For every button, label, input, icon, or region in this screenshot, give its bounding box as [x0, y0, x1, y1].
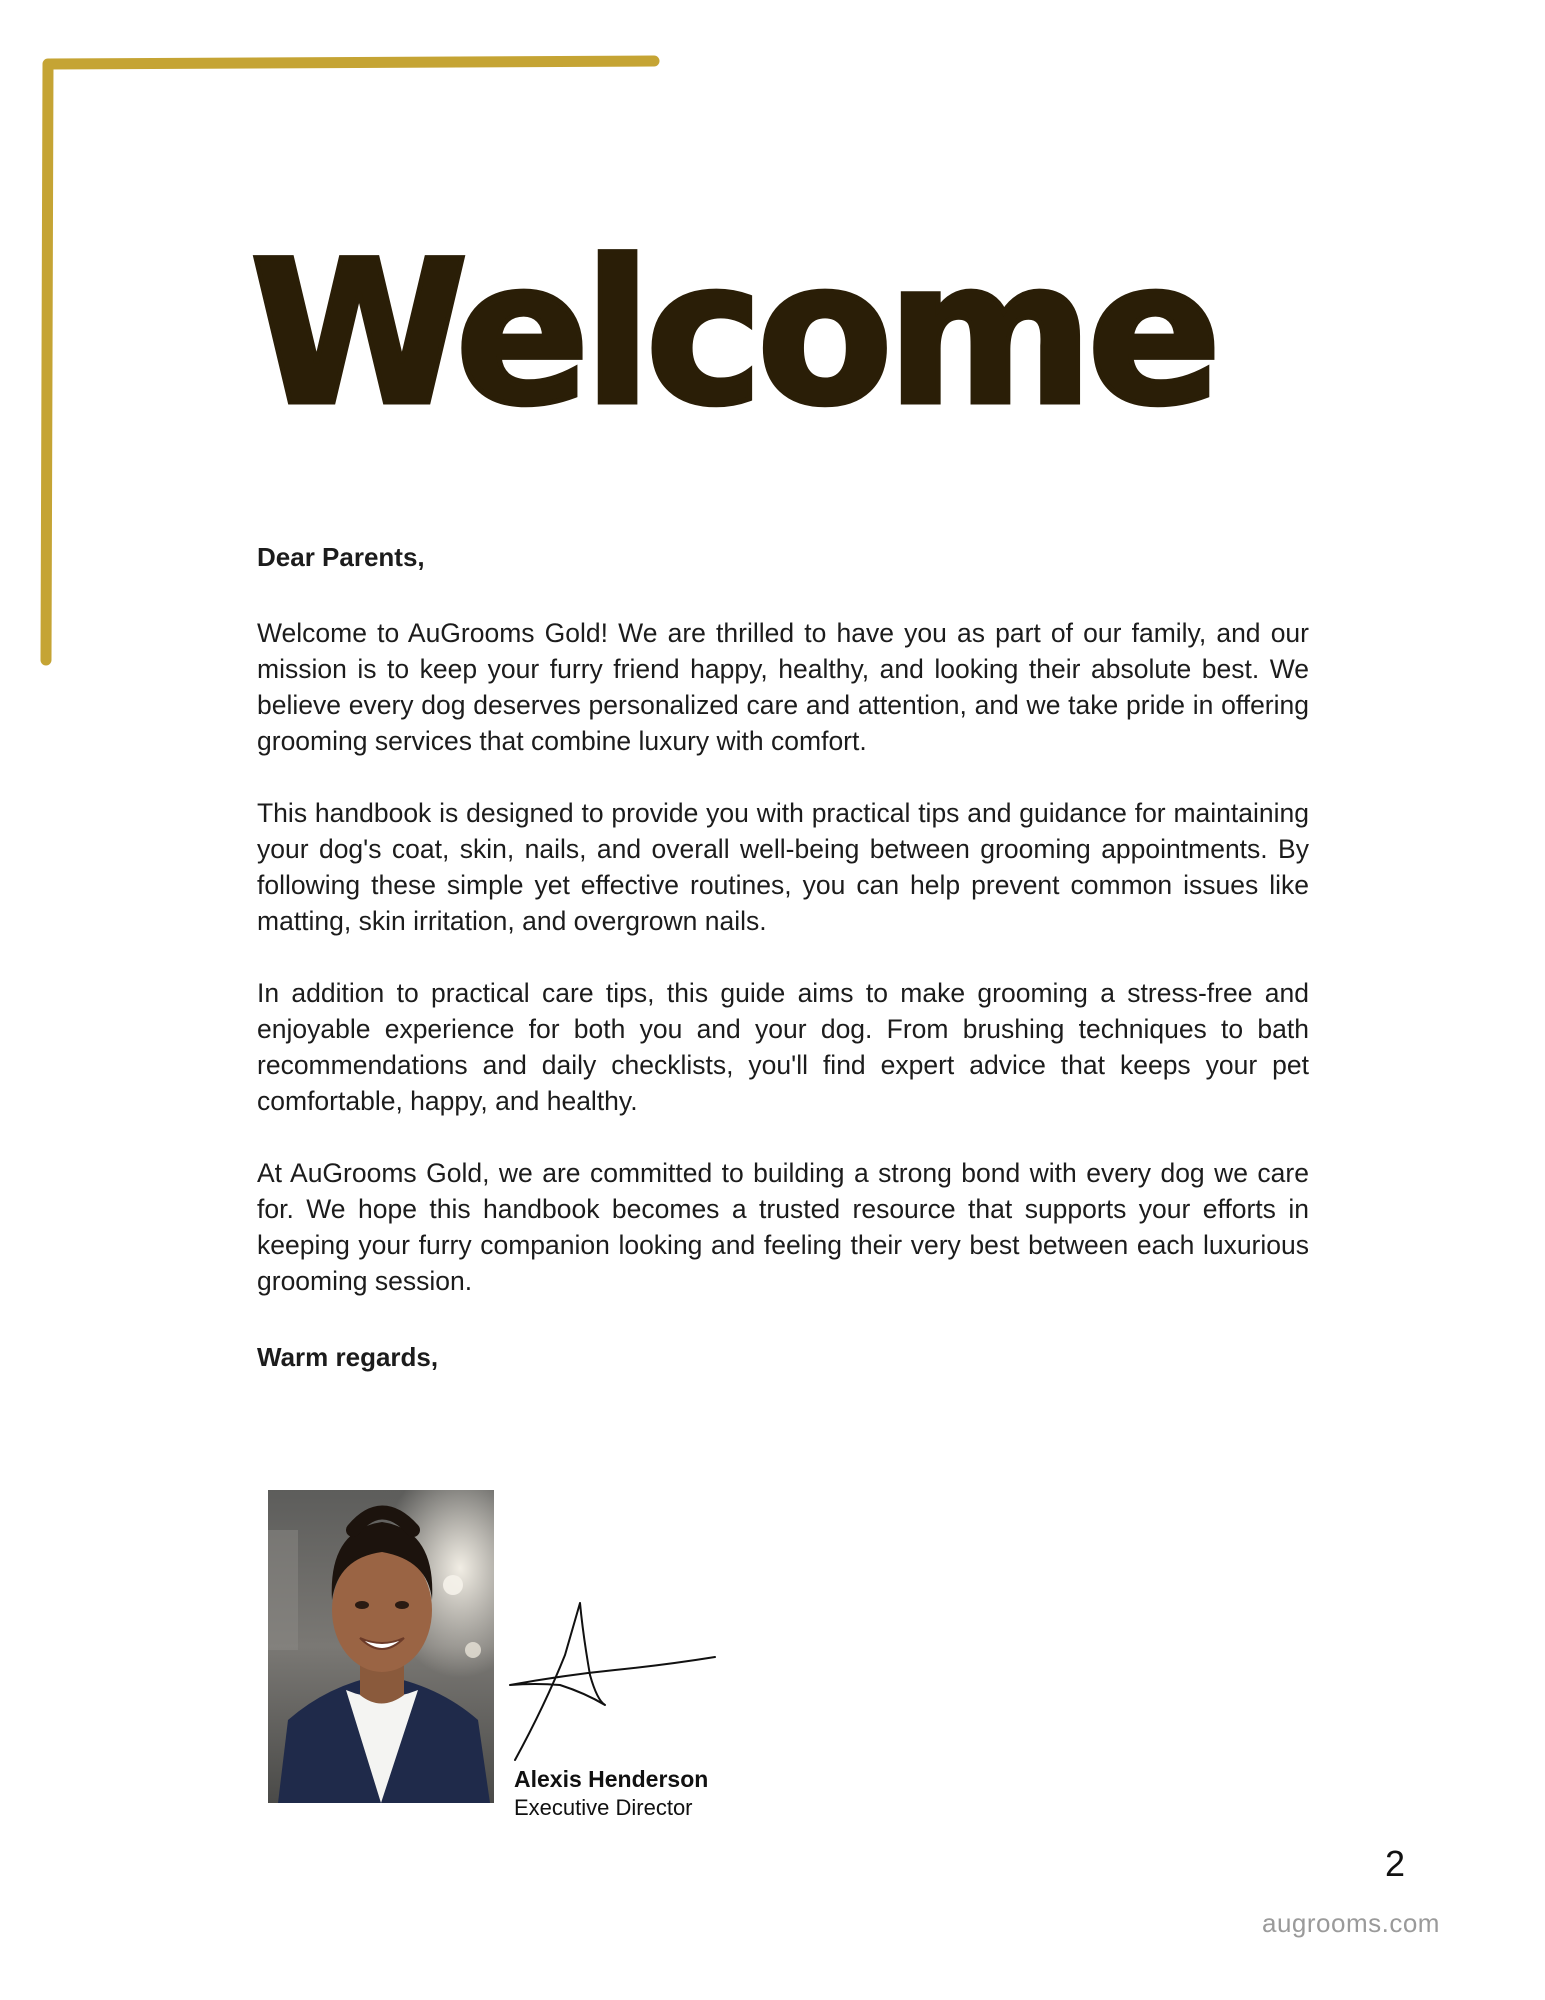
letter-closing: Warm regards, [257, 1342, 439, 1372]
signer-portrait-photo [268, 1490, 494, 1803]
letter-paragraph: Welcome to AuGrooms Gold! We are thrilled to have you as part of our family, and our mission is to keep your furry friend happy, healthy, and looking their absolute best. We believe every dog deserves personalized care and attention, and we take pride in offering grooming services that combine luxury with comfort. [257, 618, 1309, 756]
letter-paragraph: At AuGrooms Gold, we are committed to building a strong bond with every dog we care for. We hope this handbook becomes a trusted resource that supports your efforts in keeping your furry companion looking and feeling their very best between each luxurious grooming session. [257, 1158, 1309, 1296]
signer-name: Alexis Henderson [514, 1766, 709, 1792]
handwritten-signature [505, 1595, 725, 1770]
letter-paragraph: In addition to practical care tips, this guide aims to make grooming a stress-free and enjoyable experience for both you and your dog. From brushing techniques to bath recommendations and daily checklists, you'll find expert advice that keeps your pet comfortable, happy, and healthy. [257, 978, 1309, 1116]
page-number: 2 [1385, 1843, 1406, 1884]
page-title: Welcome [250, 218, 1216, 449]
letter-greeting: Dear Parents, [257, 542, 425, 572]
website-link[interactable]: augrooms.com [1262, 1908, 1440, 1938]
welcome-letter [257, 539, 1309, 1375]
signer-role: Executive Director [514, 1795, 693, 1820]
letter-paragraph: This handbook is designed to provide you with practical tips and guidance for maintaining your dog's coat, skin, nails, and overall well-being between grooming appointments. By following these simple yet effective routines, you can help prevent common issues like matting, skin irritation, and overgrown nails. [257, 798, 1309, 936]
